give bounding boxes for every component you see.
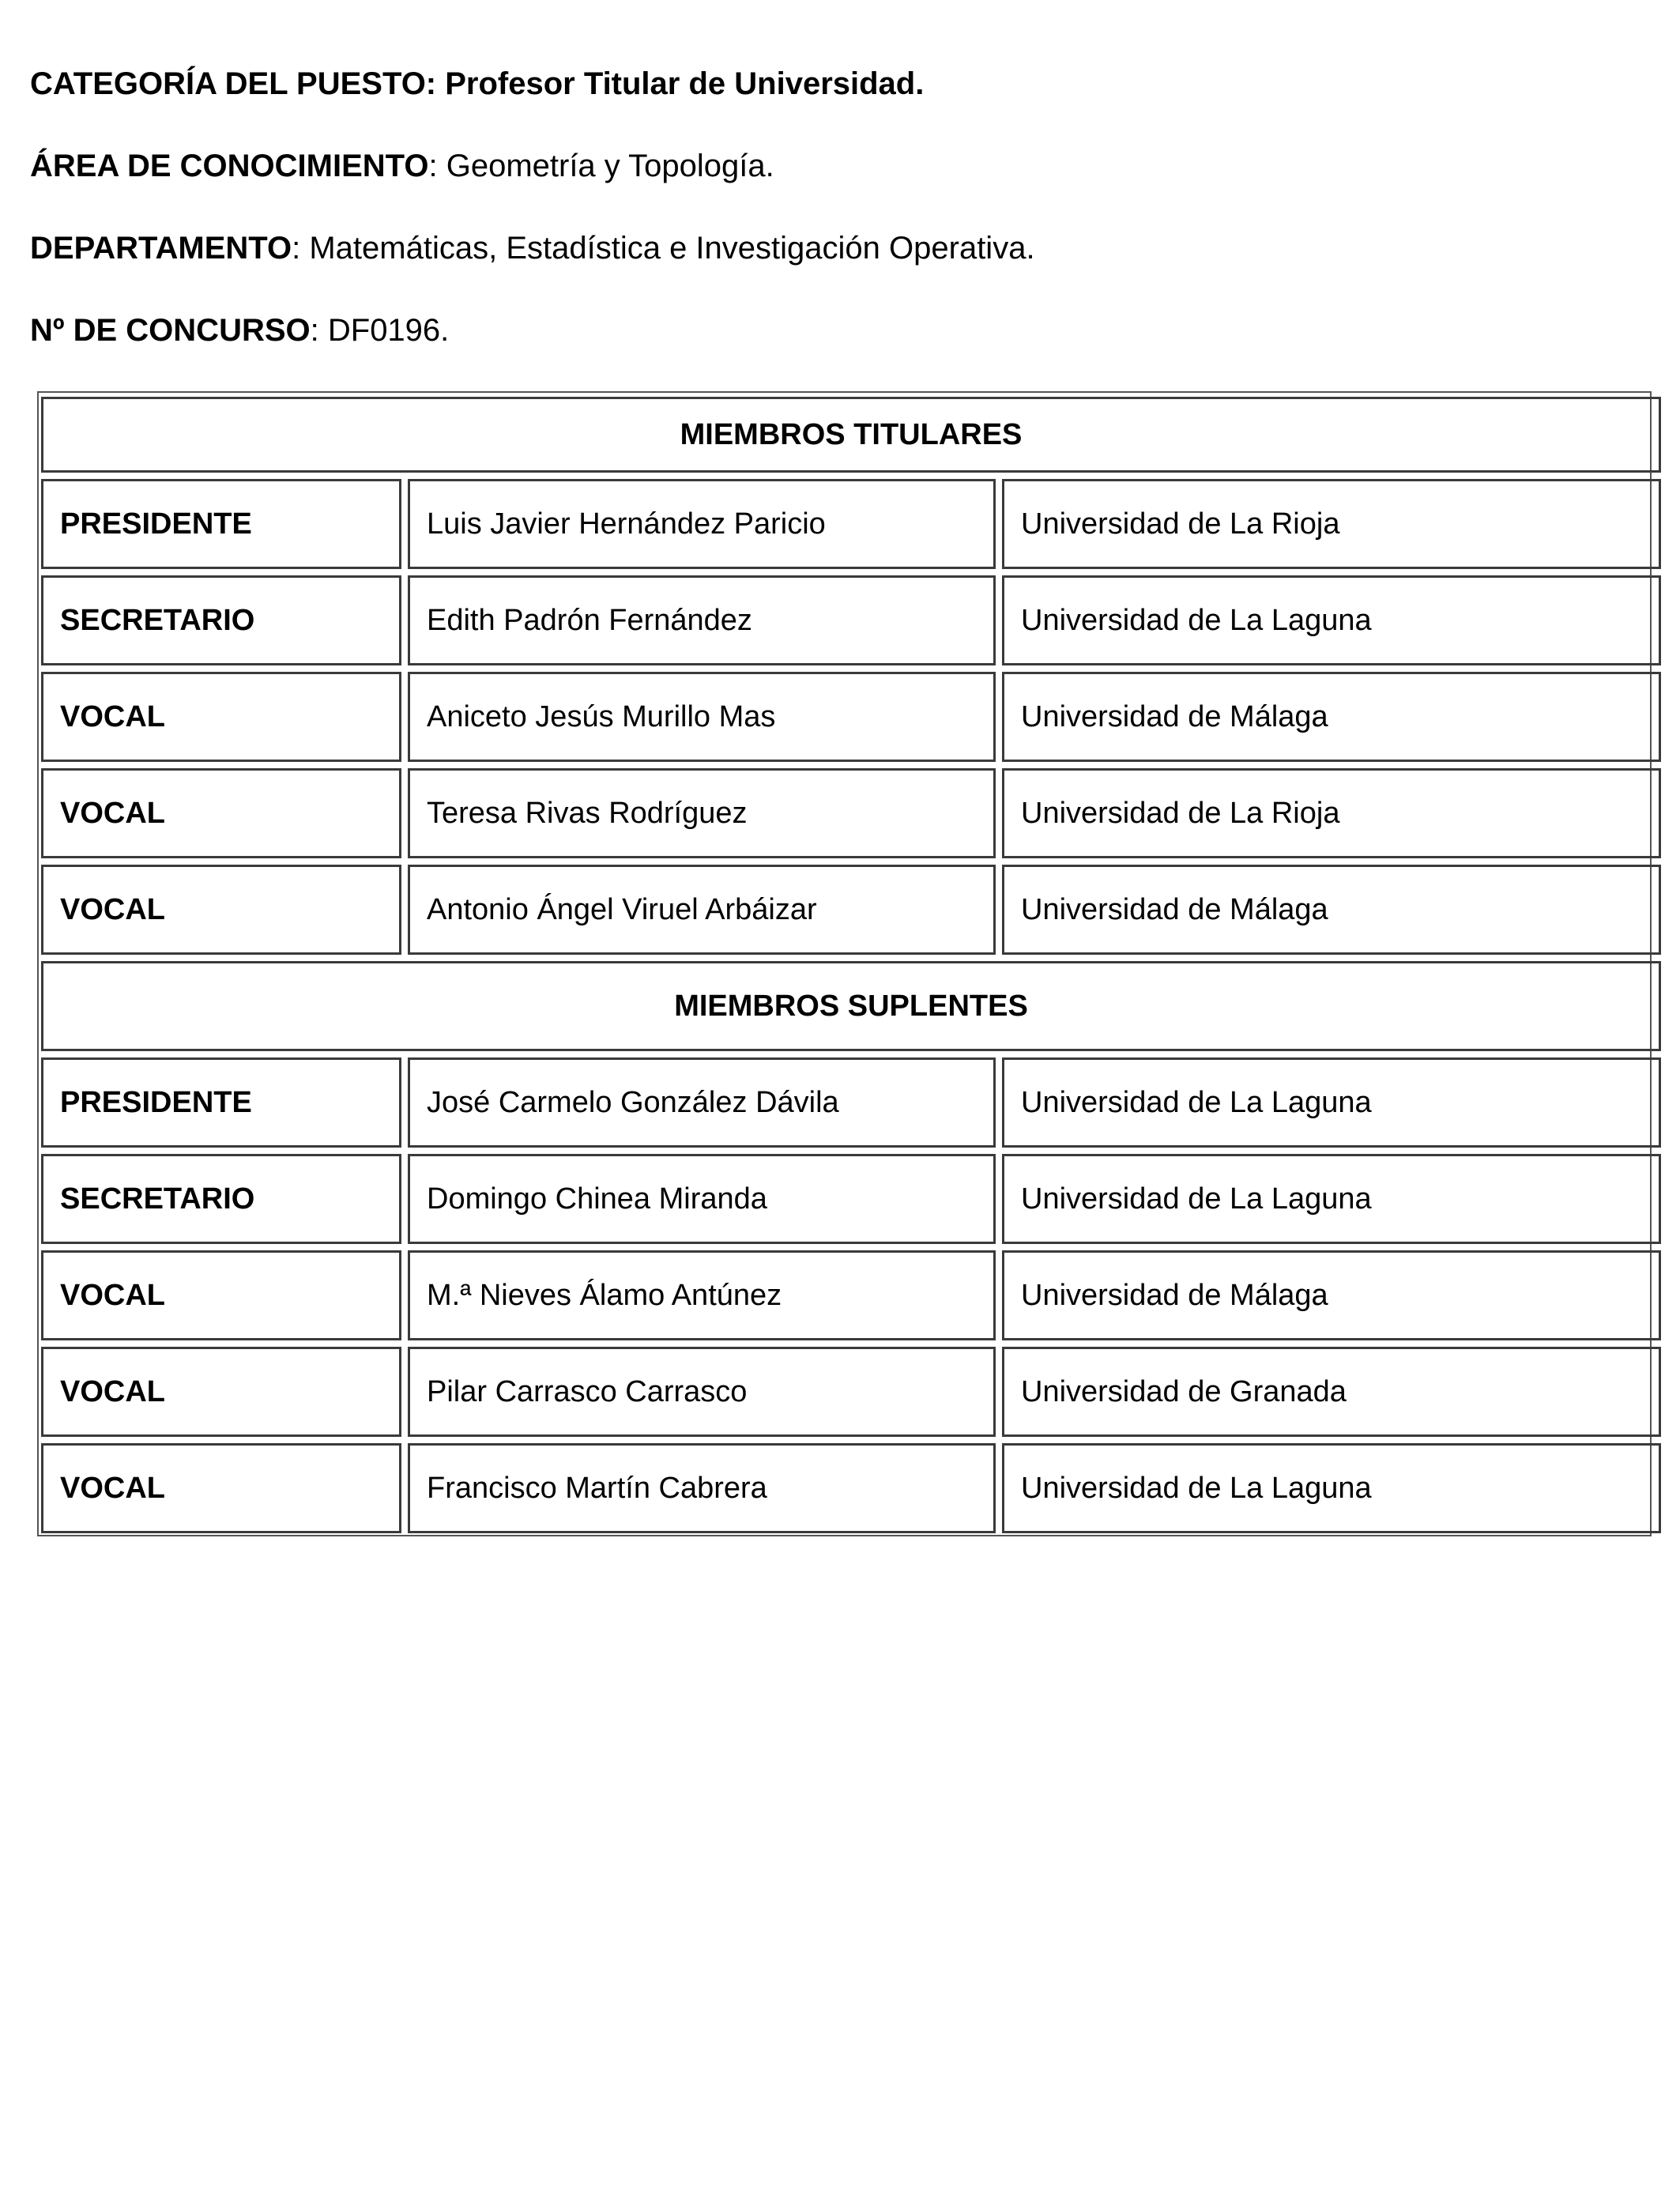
university-cell: Universidad de La Laguna: [1002, 1154, 1661, 1244]
departamento-line: [30, 229, 1035, 267]
table-row: [41, 575, 1661, 665]
table-row: [41, 1057, 1661, 1148]
name-cell: Aniceto Jesús Murillo Mas: [408, 672, 996, 762]
table-row: [41, 1250, 1661, 1340]
table-row: [41, 1154, 1661, 1244]
role-cell: VOCAL: [41, 1250, 401, 1340]
categoria-value: Profesor Titular de Universidad.: [445, 66, 925, 101]
university-cell: Universidad de Málaga: [1002, 1250, 1661, 1340]
categoria-label: CATEGORÍA DEL PUESTO:: [30, 66, 437, 101]
concurso-value: : DF0196.: [310, 313, 450, 348]
role-cell: VOCAL: [41, 672, 401, 762]
role-cell: SECRETARIO: [41, 575, 401, 665]
departamento-value: : Matemáticas, Estadística e Investigación Operativa.: [292, 231, 1035, 266]
university-cell: Universidad de Málaga: [1002, 672, 1661, 762]
university-cell: Universidad de La Rioja: [1002, 768, 1661, 858]
table-row: [41, 1347, 1661, 1437]
university-cell: Universidad de La Laguna: [1002, 1057, 1661, 1148]
university-cell: Universidad de La Rioja: [1002, 479, 1661, 569]
role-cell: VOCAL: [41, 1347, 401, 1437]
role-cell: SECRETARIO: [41, 1154, 401, 1244]
name-cell: José Carmelo González Dávila: [408, 1057, 996, 1148]
role-cell: PRESIDENTE: [41, 479, 401, 569]
jury-table-body: [41, 397, 1661, 1533]
role-cell: VOCAL: [41, 865, 401, 955]
section-row-suplentes: [41, 961, 1661, 1051]
role-cell: VOCAL: [41, 1443, 401, 1533]
concurso-line: [30, 311, 449, 349]
university-cell: Universidad de La Laguna: [1002, 575, 1661, 665]
name-cell: Pilar Carrasco Carrasco: [408, 1347, 996, 1437]
categoria-line: [30, 65, 924, 103]
area-value: : Geometría y Topología.: [428, 149, 774, 183]
university-cell: Universidad de La Laguna: [1002, 1443, 1661, 1533]
name-cell: M.ª Nieves Álamo Antúnez: [408, 1250, 996, 1340]
table-row: [41, 865, 1661, 955]
role-cell: PRESIDENTE: [41, 1057, 401, 1148]
departamento-label: DEPARTAMENTO: [30, 231, 292, 266]
name-cell: Teresa Rivas Rodríguez: [408, 768, 996, 858]
concurso-label: Nº DE CONCURSO: [30, 313, 311, 348]
section-row-titulares: [41, 397, 1661, 473]
area-label: ÁREA DE CONOCIMIENTO: [30, 149, 429, 183]
table-row: [41, 672, 1661, 762]
name-cell: Domingo Chinea Miranda: [408, 1154, 996, 1244]
section-heading-suplentes: MIEMBROS SUPLENTES: [41, 961, 1661, 1051]
section-heading-titulares: MIEMBROS TITULARES: [41, 397, 1661, 473]
university-cell: Universidad de Granada: [1002, 1347, 1661, 1437]
table-row: [41, 768, 1661, 858]
university-cell: Universidad de Málaga: [1002, 865, 1661, 955]
name-cell: Edith Padrón Fernández: [408, 575, 996, 665]
table-row: [41, 479, 1661, 569]
name-cell: Antonio Ángel Viruel Arbáizar: [408, 865, 996, 955]
name-cell: Luis Javier Hernández Paricio: [408, 479, 996, 569]
table-row: [41, 1443, 1661, 1533]
jury-table: [41, 390, 1661, 1540]
role-cell: VOCAL: [41, 768, 401, 858]
area-line: [30, 147, 774, 185]
name-cell: Francisco Martín Cabrera: [408, 1443, 996, 1533]
